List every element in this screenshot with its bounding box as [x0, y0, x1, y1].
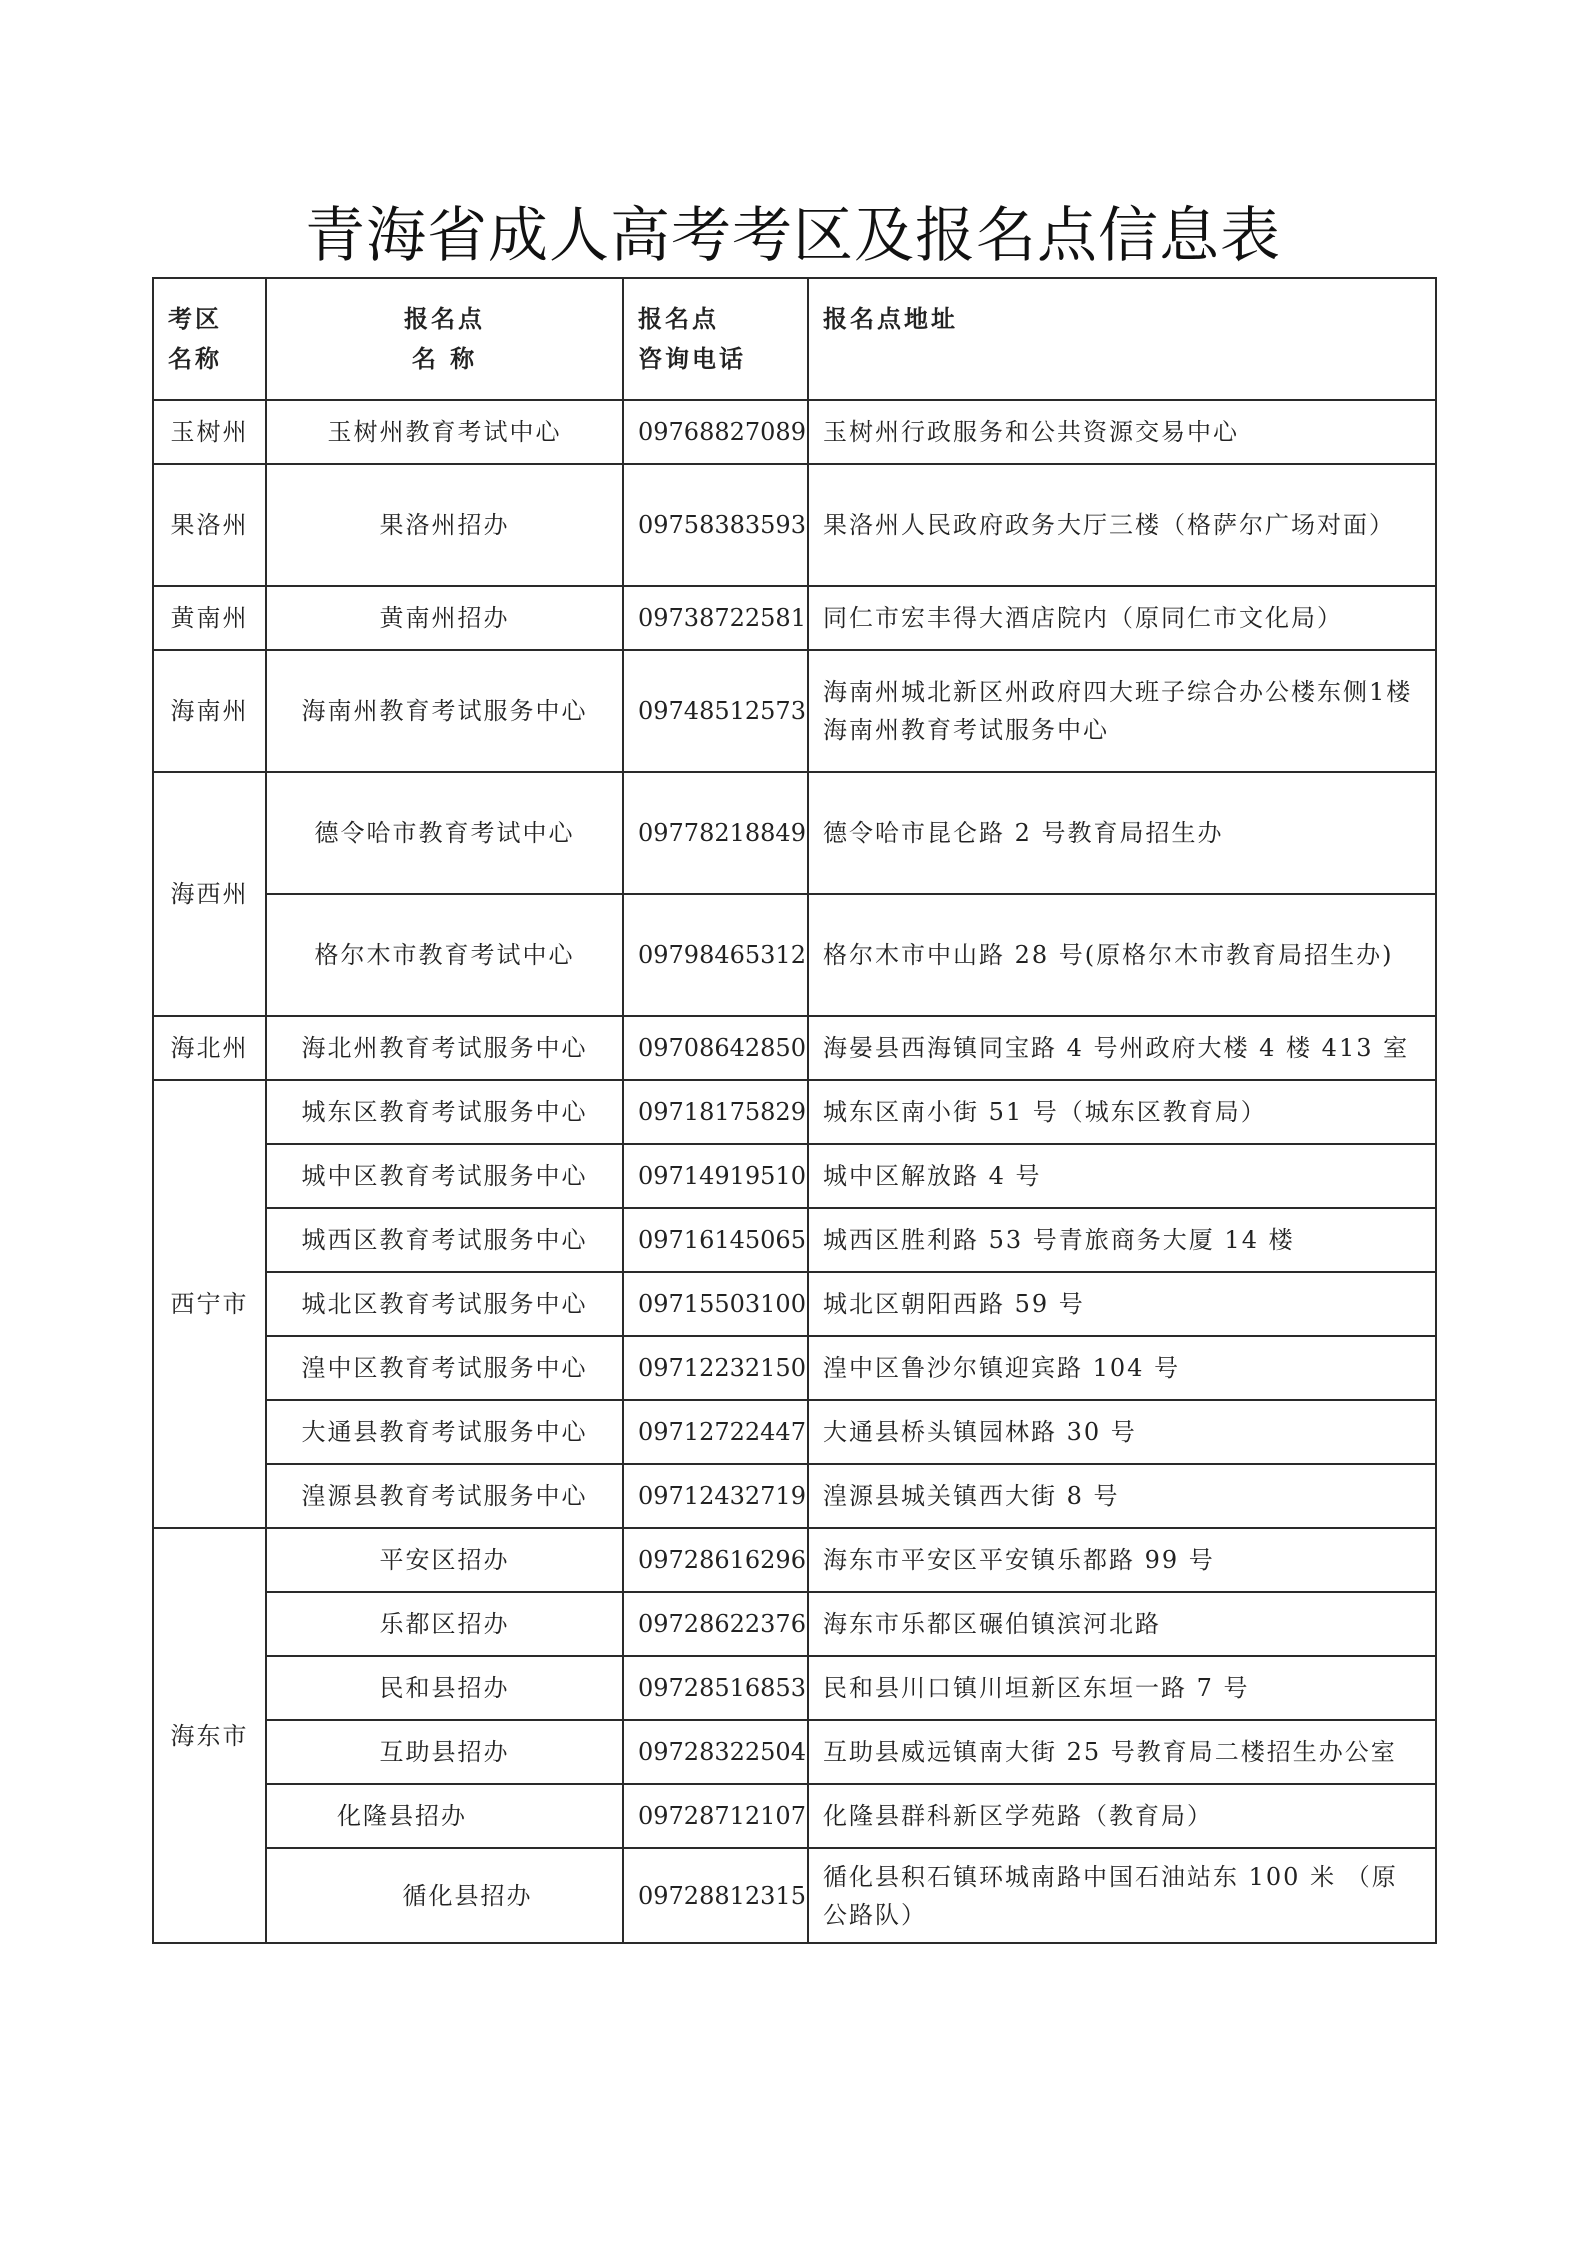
header-office-line2: 名 称 [411, 344, 478, 373]
phone-cell: 09768827089 [623, 400, 808, 464]
phone-cell: 09728516853 [623, 1656, 808, 1720]
table-row [153, 1848, 1436, 1943]
phone-cell: 09708642850 [623, 1016, 808, 1080]
address-cell: 湟源县城关镇西大街 8 号 [808, 1464, 1436, 1528]
region-name-cell: 西宁市 [153, 1080, 266, 1528]
table-row [153, 1528, 1436, 1592]
table-row [153, 1784, 1436, 1848]
office-name-cell: 化隆县招办 [266, 1784, 623, 1848]
address-cell: 海东市平安区平安镇乐都路 99 号 [808, 1528, 1436, 1592]
address-cell: 玉树州行政服务和公共资源交易中心 [808, 400, 1436, 464]
page-title: 青海省成人高考考区及报名点信息表 [305, 201, 1281, 271]
phone-cell: 09715503100 [623, 1272, 808, 1336]
table-row [153, 1016, 1436, 1080]
office-name-cell: 城北区教育考试服务中心 [266, 1272, 623, 1336]
header-office-line1: 报名点 [404, 304, 485, 333]
office-name-cell: 果洛州招办 [266, 464, 623, 586]
office-name-cell: 大通县教育考试服务中心 [266, 1400, 623, 1464]
office-name-cell: 海南州教育考试服务中心 [266, 650, 623, 772]
address-cell: 德令哈市昆仑路 2 号教育局招生办 [808, 772, 1436, 894]
address-cell: 互助县威远镇南大街 25 号教育局二楼招生办公室 [808, 1720, 1436, 1784]
header-region-line2: 名称 [168, 344, 222, 373]
phone-cell: 09718175829 [623, 1080, 808, 1144]
address-cell: 海东市乐都区碾伯镇滨河北路 [808, 1592, 1436, 1656]
office-name-cell: 平安区招办 [266, 1528, 623, 1592]
phone-cell: 09798465312 [623, 894, 808, 1016]
region-name-cell: 海北州 [153, 1016, 266, 1080]
table-row [153, 1656, 1436, 1720]
phone-cell: 09748512573 [623, 650, 808, 772]
phone-cell: 09712232150 [623, 1336, 808, 1400]
header-row [153, 278, 1436, 400]
header-phone-line1: 报名点 [638, 304, 719, 333]
info-table [152, 277, 1437, 1944]
address-cell: 循化县积石镇环城南路中国石油站东 100 米 （原公路队） [808, 1848, 1436, 1943]
address-cell: 城北区朝阳西路 59 号 [808, 1272, 1436, 1336]
phone-cell: 09716145065 [623, 1208, 808, 1272]
address-cell: 格尔木市中山路 28 号(原格尔木市教育局招生办) [808, 894, 1436, 1016]
phone-cell: 09714919510 [623, 1144, 808, 1208]
table-row [153, 1080, 1436, 1144]
region-name-cell: 海南州 [153, 650, 266, 772]
phone-cell: 09728322504 [623, 1720, 808, 1784]
table-row [153, 772, 1436, 894]
phone-cell: 09758383593 [623, 464, 808, 586]
address-cell: 同仁市宏丰得大酒店院内（原同仁市文化局） [808, 586, 1436, 650]
region-name-cell: 海东市 [153, 1528, 266, 1943]
address-cell: 海晏县西海镇同宝路 4 号州政府大楼 4 楼 413 室 [808, 1016, 1436, 1080]
table-row [153, 1336, 1436, 1400]
phone-cell: 09712432719 [623, 1464, 808, 1528]
office-name-cell: 城东区教育考试服务中心 [266, 1080, 623, 1144]
table-row [153, 650, 1436, 772]
table-row [153, 1208, 1436, 1272]
table-row [153, 464, 1436, 586]
table-row [153, 1720, 1436, 1784]
address-cell: 城西区胜利路 53 号青旅商务大厦 14 楼 [808, 1208, 1436, 1272]
header-region [153, 278, 266, 400]
phone-cell: 09778218849 [623, 772, 808, 894]
table-row [153, 894, 1436, 1016]
office-name-cell: 城中区教育考试服务中心 [266, 1144, 623, 1208]
table-row [153, 1400, 1436, 1464]
phone-cell: 09712722447 [623, 1400, 808, 1464]
region-name-cell: 海西州 [153, 772, 266, 1016]
office-name-cell: 乐都区招办 [266, 1592, 623, 1656]
phone-cell: 09728712107 [623, 1784, 808, 1848]
header-phone-line2: 咨询电话 [638, 344, 746, 373]
office-name-cell: 玉树州教育考试中心 [266, 400, 623, 464]
office-name-cell: 民和县招办 [266, 1656, 623, 1720]
address-cell: 城东区南小街 51 号（城东区教育局） [808, 1080, 1436, 1144]
office-name-cell: 黄南州招办 [266, 586, 623, 650]
office-name-cell: 海北州教育考试服务中心 [266, 1016, 623, 1080]
phone-cell: 09728812315 [623, 1848, 808, 1943]
header-address [808, 278, 1436, 400]
address-cell: 大通县桥头镇园林路 30 号 [808, 1400, 1436, 1464]
table-row [153, 1272, 1436, 1336]
table-row [153, 400, 1436, 464]
header-region-line1: 考区 [168, 304, 222, 333]
region-name-cell: 玉树州 [153, 400, 266, 464]
office-name-cell: 湟中区教育考试服务中心 [266, 1336, 623, 1400]
phone-cell: 09738722581 [623, 586, 808, 650]
address-cell: 果洛州人民政府政务大厅三楼（格萨尔广场对面） [808, 464, 1436, 586]
table-row [153, 1592, 1436, 1656]
region-name-cell: 果洛州 [153, 464, 266, 586]
header-phone [623, 278, 808, 400]
office-name-cell: 城西区教育考试服务中心 [266, 1208, 623, 1272]
region-name-cell: 黄南州 [153, 586, 266, 650]
address-cell: 城中区解放路 4 号 [808, 1144, 1436, 1208]
office-name-cell: 湟源县教育考试服务中心 [266, 1464, 623, 1528]
table-row [153, 1464, 1436, 1528]
header-address-label: 报名点地址 [823, 304, 958, 333]
table-body [153, 278, 1436, 1943]
header-office [266, 278, 623, 400]
address-cell: 民和县川口镇川垣新区东垣一路 7 号 [808, 1656, 1436, 1720]
office-name-cell: 循化县招办 [266, 1848, 623, 1943]
office-name-cell: 德令哈市教育考试中心 [266, 772, 623, 894]
phone-cell: 09728622376 [623, 1592, 808, 1656]
table-row [153, 586, 1436, 650]
address-cell: 海南州城北新区州政府四大班子综合办公楼东侧1楼海南州教育考试服务中心 [808, 650, 1436, 772]
office-name-cell: 格尔木市教育考试中心 [266, 894, 623, 1016]
address-cell: 湟中区鲁沙尔镇迎宾路 104 号 [808, 1336, 1436, 1400]
phone-cell: 09728616296 [623, 1528, 808, 1592]
address-cell: 化隆县群科新区学苑路（教育局） [808, 1784, 1436, 1848]
table-row [153, 1144, 1436, 1208]
office-name-cell: 互助县招办 [266, 1720, 623, 1784]
